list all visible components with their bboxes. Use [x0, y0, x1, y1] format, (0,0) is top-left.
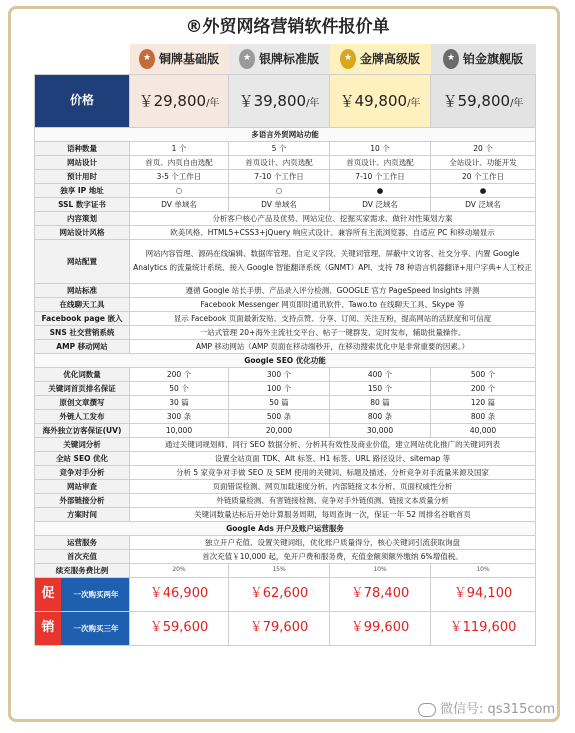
cell: 500 个: [431, 367, 536, 381]
section-title: 多语言外贸网站功能: [35, 127, 536, 141]
row-label: 全站 SEO 优化: [35, 451, 130, 465]
promo-label: 促 一次购买两年: [35, 577, 130, 611]
table-row: [35, 367, 536, 381]
cell: 300 个: [229, 367, 330, 381]
span-cell: 分析 5 家竞争对手做 SEO 及 SEM 使用的关键词、标题及描述、分析竞争对手流量来源及国家: [130, 465, 536, 479]
gold-medal-icon: ★: [340, 49, 356, 69]
cell: 首页设计、内页选配: [330, 155, 431, 169]
plan-bronze: ★ 铜牌基础版: [130, 44, 229, 74]
price-silver: ￥39,800/年: [229, 74, 330, 127]
promo-row-two-year: [35, 577, 536, 611]
row-label: SSL 数字证书: [35, 197, 130, 211]
cell: 7-10 个工作日: [229, 169, 330, 183]
plan-gold: ★ 金牌高级版: [330, 44, 431, 74]
section-title: Google Ads 开户及账户运营服务: [35, 521, 536, 535]
table-row: [35, 225, 536, 239]
span-cell: 分析客户核心产品及优势、网站定位、挖掘买家需求、做针对性策划方案: [130, 211, 536, 225]
row-label: 竞争对手分析: [35, 465, 130, 479]
row-label: 方案时间: [35, 507, 130, 521]
table-row: [35, 169, 536, 183]
cell: 150 个: [330, 381, 431, 395]
row-label: 首次充值: [35, 549, 130, 563]
row-label: 预计用时: [35, 169, 130, 183]
row-label: 关键词分析: [35, 437, 130, 451]
row-label: AMP 移动网站: [35, 339, 130, 353]
table-row: [35, 395, 536, 409]
row-label: 关键词首页排名保证: [35, 381, 130, 395]
circle-icon: ○: [229, 183, 330, 197]
cell: 首页设计、内页选配: [229, 155, 330, 169]
cell: 7-10 个工作日: [330, 169, 431, 183]
cell: 500 条: [229, 409, 330, 423]
table-row: [35, 339, 536, 353]
cell: 200 个: [130, 367, 229, 381]
span-cell: 首次充值￥10,000 起，免开户费和服务费，充值金额须额外缴纳 6%增值税。: [130, 549, 536, 563]
price-bronze: ￥29,800/年: [130, 74, 229, 127]
cell: 5 个: [229, 141, 330, 155]
cell: 3-5 个工作日: [130, 169, 229, 183]
price-table: [34, 44, 536, 646]
promo-price: ￥94,100: [431, 577, 536, 611]
page-title: ®外贸网络营销软件报价单: [185, 17, 390, 37]
row-label: 语种数量: [35, 141, 130, 155]
row-label: SNS 社交营销系统: [35, 325, 130, 339]
row-label: 外链人工发布: [35, 409, 130, 423]
section-title: Google SEO 优化功能: [35, 353, 536, 367]
row-label: 网站设计风格: [35, 225, 130, 239]
row-label: 网站标准: [35, 283, 130, 297]
cell: 30,000: [330, 423, 431, 437]
row-label: 独享 IP 地址: [35, 183, 130, 197]
promo-price: ￥79,600: [229, 611, 330, 645]
cell: DV 泛域名: [431, 197, 536, 211]
cell: 800 条: [330, 409, 431, 423]
span-cell: 通过关键词规划师、同行 SEO 数据分析、分析其有效性及商业价值，建立网站优化推广的关键词列表: [130, 437, 536, 451]
cell: 10%: [330, 563, 431, 577]
section-website: [35, 127, 536, 141]
row-label: 内容策划: [35, 211, 130, 225]
cell: 20%: [130, 563, 229, 577]
span-cell: 页面错误检测、网页加载速度分析、内部链接文本分析、页面权威性分析: [130, 479, 536, 493]
cell: DV 单域名: [229, 197, 330, 211]
table-row: [35, 549, 536, 563]
section-ads: [35, 521, 536, 535]
table-row: [35, 479, 536, 493]
filled-circle-icon: ●: [330, 183, 431, 197]
header-blank: [35, 44, 130, 74]
table-row: [35, 437, 536, 451]
span-cell: 独立开户充值、设置关键词组，优化账户质量得分，核心关键词引流获取询盘: [130, 535, 536, 549]
table-row: [35, 239, 536, 283]
cell: 40,000: [431, 423, 536, 437]
price-platinum: ￥59,800/年: [431, 74, 536, 127]
row-label: 网站审查: [35, 479, 130, 493]
table-row: [35, 183, 536, 197]
watermark: 微信号: qs315com: [418, 698, 555, 717]
cell: DV 单域名: [130, 197, 229, 211]
promo-price: ￥99,600: [330, 611, 431, 645]
cell: 首页、内页自由选配: [130, 155, 229, 169]
price-label: 价格: [35, 74, 130, 127]
price-row: [35, 74, 536, 127]
table-row: [35, 465, 536, 479]
row-label: 在线聊天工具: [35, 297, 130, 311]
span-cell: 欧美风格、HTML5+CSS3+jQuery 响应式设计、兼容所有主流浏览器、自适应 PC 和移动端显示: [130, 225, 536, 239]
table-row: [35, 211, 536, 225]
cell: 10,000: [130, 423, 229, 437]
table-row: [35, 197, 536, 211]
table-row: [35, 451, 536, 465]
row-label: 优化词数量: [35, 367, 130, 381]
table-row: [35, 283, 536, 297]
cell: 800 条: [431, 409, 536, 423]
promo-char: 促: [35, 578, 61, 611]
cell: DV 泛域名: [330, 197, 431, 211]
row-label: 续充服务费比例: [35, 563, 130, 577]
promo-price: ￥46,900: [130, 577, 229, 611]
cell: 20 个工作日: [431, 169, 536, 183]
cell: 400 个: [330, 367, 431, 381]
span-cell: 网站内容管理、源码在线编辑、数据库管理、自定义字段、关键词管理、屏蔽中文访客、社交分享、内置 Google Analytics 的流量统计系统、接入 Google 智能翻译系统（GNMT）API、支持 78 种语言机器翻译+用户字典+人工校正: [130, 239, 536, 283]
span-cell: 设置全站页面 TDK、Alt 标签、H1 标签、URL 路径设计、sitemap 等: [130, 451, 536, 465]
cell: 300 条: [130, 409, 229, 423]
span-cell: 遵循 Google 站长手册、产品录入评分检测、GOOGLE 官方 PageSpeed Insights 评测: [130, 283, 536, 297]
row-label: 海外独立访客保证(UV): [35, 423, 130, 437]
cell: 10%: [431, 563, 536, 577]
price-gold: ￥49,800/年: [330, 74, 431, 127]
cell: 20 个: [431, 141, 536, 155]
plan-silver: ★ 银牌标准版: [229, 44, 330, 74]
span-cell: 外链质量检测、有害链接检测、竞争对手外链侦测、链接文本质量分析: [130, 493, 536, 507]
table-row: [35, 381, 536, 395]
table-row: [35, 423, 536, 437]
cell: 50 个: [130, 381, 229, 395]
promo-char: 销: [35, 612, 61, 645]
wechat-icon: [418, 703, 436, 717]
table-row: [35, 155, 536, 169]
row-label: 网站设计: [35, 155, 130, 169]
circle-icon: ○: [130, 183, 229, 197]
table-row: [35, 141, 536, 155]
bronze-medal-icon: ★: [139, 49, 155, 69]
filled-circle-icon: ●: [431, 183, 536, 197]
table-row: [35, 493, 536, 507]
span-cell: 一站式管理 20+海外主流社交平台、帖子一键群发、定时发布，辅助批量操作。: [130, 325, 536, 339]
cell: 20,000: [229, 423, 330, 437]
cell: 100 个: [229, 381, 330, 395]
span-cell: AMP 移动网站（AMP 页面在移动端秒开，在移动搜索优化中是非常重要的因素。）: [130, 339, 536, 353]
table-row: [35, 325, 536, 339]
promo-row-three-year: [35, 611, 536, 645]
cell: 1 个: [130, 141, 229, 155]
row-label: 网站配置: [35, 239, 130, 283]
cell: 15%: [229, 563, 330, 577]
cell: 80 篇: [330, 395, 431, 409]
plan-header-row: [35, 44, 536, 74]
table-row: [35, 311, 536, 325]
table-row: [35, 507, 536, 521]
row-label: 外部链接分析: [35, 493, 130, 507]
promo-price: ￥119,600: [431, 611, 536, 645]
table-row: [35, 409, 536, 423]
span-cell: 关键词数量达标后开始计算服务周期，每周查询一次，保证一年 52 周排名谷歌首页: [130, 507, 536, 521]
promo-price: ￥62,600: [229, 577, 330, 611]
cell: 50 篇: [229, 395, 330, 409]
span-cell: Facebook Messenger 网页即时通讯软件、Tawo.to 在线聊天工具、Skype 等: [130, 297, 536, 311]
plan-platinum: ★ 铂金旗舰版: [431, 44, 536, 74]
cell: 30 篇: [130, 395, 229, 409]
span-cell: 显示 Facebook 页面最新发贴、支持点赞、分享、订阅、关注互粉，提高网站的活跃度和可信度: [130, 311, 536, 325]
table-row: [35, 563, 536, 577]
table-row: [35, 297, 536, 311]
section-seo: [35, 353, 536, 367]
cell: 120 篇: [431, 395, 536, 409]
cell: 全站设计、功能开发: [431, 155, 536, 169]
promo-price: ￥59,600: [130, 611, 229, 645]
cell: 200 个: [431, 381, 536, 395]
row-label: 运营服务: [35, 535, 130, 549]
row-label: 原创文章撰写: [35, 395, 130, 409]
cell: 10 个: [330, 141, 431, 155]
promo-price: ￥78,400: [330, 577, 431, 611]
platinum-medal-icon: ★: [443, 49, 459, 69]
row-label: Facebook page 嵌入: [35, 311, 130, 325]
table-row: [35, 535, 536, 549]
silver-medal-icon: ★: [239, 49, 255, 69]
promo-label: 销 一次购买三年: [35, 611, 130, 645]
